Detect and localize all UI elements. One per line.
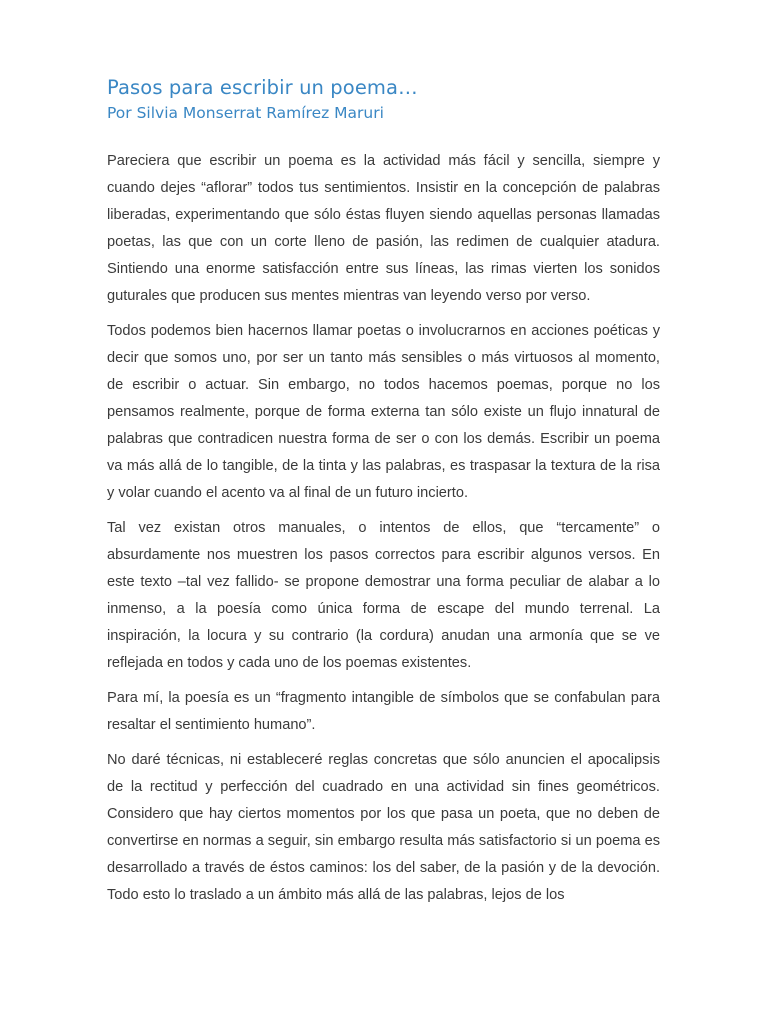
document-author: Por Silvia Monserrat Ramírez Maruri [107, 104, 384, 122]
document-body [107, 148, 660, 917]
paragraph: Para mí, la poesía es un “fragmento intangible de símbolos que se confabulan para resaltar el sentimiento humano”. [107, 690, 660, 733]
paragraph: Tal vez existan otros manuales, o intentos de ellos, que “tercamente” o absurdamente nos muestren los pasos correctos para escribir algunos versos. En este texto –tal vez fallido- se propone demostrar una forma peculiar de alabar a lo inmenso, a la poesía como única forma de escape del mundo terrenal. La inspiración, la locura y su contrario (la cordura) anudan una armonía que se ve reflejada en todos y cada uno de los poemas existentes. [107, 520, 660, 671]
paragraph: No daré técnicas, ni estableceré reglas concretas que sólo anuncien el apocalipsis de la rectitud y perfección del cuadrado en una actividad sin fines geométricos. Considero que hay ciertos momentos por los que pasa un poeta, que no deben de convertirse en normas a seguir, sin embargo resulta más satisfactorio si un poema es desarrollado a través de éstos caminos: los del saber, de la pasión y de la devoción. Todo esto lo traslado a un ámbito más allá de las palabras, lejos de los [107, 752, 660, 903]
document-title: Pasos para escribir un poema… [107, 76, 418, 99]
paragraph: Pareciera que escribir un poema es la actividad más fácil y sencilla, siempre y cuando dejes “aflorar” todos tus sentimientos. Insistir en la concepción de palabras liberadas, experimentando que sólo éstas fluyen siendo aquellas personas llamadas poetas, las que con un corte lleno de pasión, las redimen de cualquier atadura. Sintiendo una enorme satisfacción entre sus líneas, las rimas vierten los sonidos guturales que producen sus mentes mientras van leyendo verso por verso. [107, 153, 660, 304]
paragraph: Todos podemos bien hacernos llamar poetas o involucrarnos en acciones poéticas y decir que somos uno, por ser un tanto más sensibles o más virtuosos al momento, de escribir o actuar. Sin embargo, no todos hacemos poemas, porque no los pensamos realmente, porque de forma externa tan sólo existe un flujo innatural de palabras que contradicen nuestra forma de ser o con los demás. Escribir un poema va más allá de lo tangible, de la tinta y las palabras, es traspasar la textura de la risa y volar cuando el acento va al final de un futuro incierto. [107, 323, 660, 501]
